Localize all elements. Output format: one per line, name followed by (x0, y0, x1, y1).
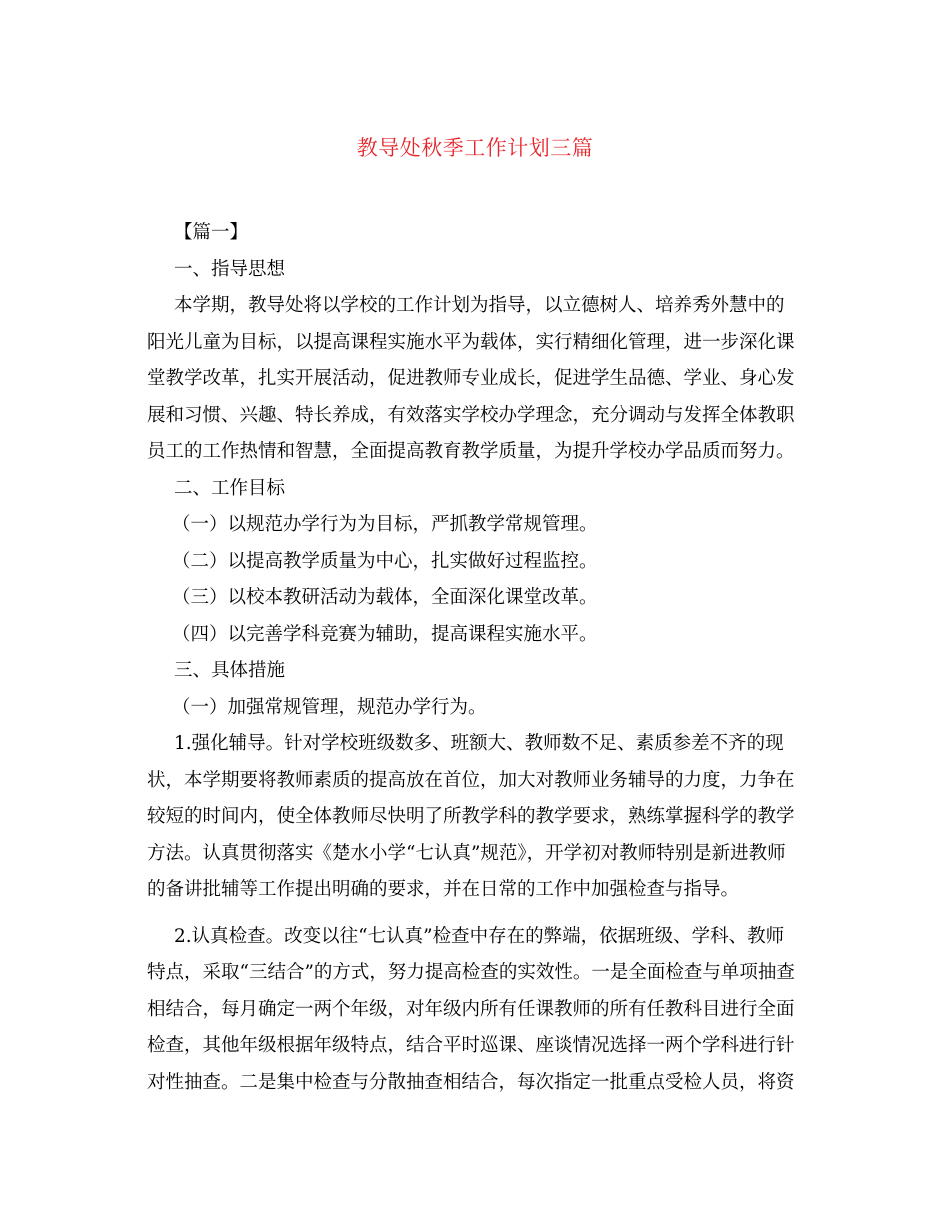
document-body (147, 215, 802, 1101)
paragraph-line: 的备讲批辅等工作提出明确的要求，并在日常的工作中加强检查与指导。 (147, 879, 740, 900)
paragraph-line: 对性抽查。二是集中检查与分散抽查相结合，每次指定一批重点受检人员，将资 (147, 1071, 795, 1093)
paragraph-line: 展和习惯、兴趣、特长养成，有效落实学校办学理念，充分调动与发挥全体教职 (147, 404, 795, 426)
paragraph-line: 阳光儿童为目标，以提高课程实施水平为载体，实行精细化管理，进一步深化课 (147, 331, 795, 353)
list-item: （一）加强常规管理，规范办学行为。 (172, 696, 487, 718)
subsection-heading: 三、具体措施 (174, 660, 286, 681)
paragraph-line: 本学期，教导处将以学校的工作计划为指导，以立德树人、培养秀外慧中的 (174, 295, 785, 316)
paragraph-line: 检查，其他年级根据年级特点，结合平时巡课、座谈情况选择一两个学科进行针 (147, 1035, 795, 1056)
paragraph-line: 特点，采取“三结合”的方式，努力提高检查的实效性。一是全面检查与单项抽查 (147, 962, 795, 983)
list-item: （三）以校本教研活动为载体，全面深化课堂改革。 (172, 587, 598, 608)
list-item: （一）以规范办学行为为目标，严抓教学常规管理。 (172, 514, 598, 535)
paragraph-line: 状，本学期要将教师素质的提高放在首位，加大对教师业务辅导的力度，力争在 (147, 769, 795, 791)
paragraph-line: 1.强化辅导。针对学校班级数多、班额大、教师数不足、素质参差不齐的现 (174, 733, 784, 754)
list-item: （四）以完善学科竞赛为辅助，提高课程实施水平。 (172, 623, 598, 645)
subsection-heading: 二、工作目标 (174, 477, 286, 499)
paragraph-line: 较短的时间内，使全体教师尽快明了所教学科的教学要求，熟练掌握科学的教学 (147, 806, 795, 827)
paragraph-line: 员工的工作热情和智慧，全面提高教育教学质量，为提升学校办学品质而努力。 (147, 441, 795, 462)
document-title: 教导处秋季工作计划三篇 (356, 136, 594, 160)
section-heading: 【篇一】 (174, 222, 249, 243)
subsection-heading: 一、指导思想 (174, 258, 286, 280)
paragraph-line: 相结合，每月确定一两个年级，对年级内所有任课教师的所有任教科目进行全面 (147, 998, 795, 1020)
list-item: （二）以提高教学质量为中心，扎实做好过程监控。 (172, 550, 598, 572)
paragraph-line: 堂教学改革，扎实开展活动，促进教师专业成长，促进学生品德、学业、身心发 (147, 368, 795, 389)
paragraph-line: 2.认真检查。改变以往“七认真”检查中存在的弊端，依据班级、学科、教师 (174, 925, 785, 947)
paragraph-line: 方法。认真贯彻落实《楚水小学“七认真”规范》，开学初对教师特别是新进教师 (147, 842, 786, 864)
